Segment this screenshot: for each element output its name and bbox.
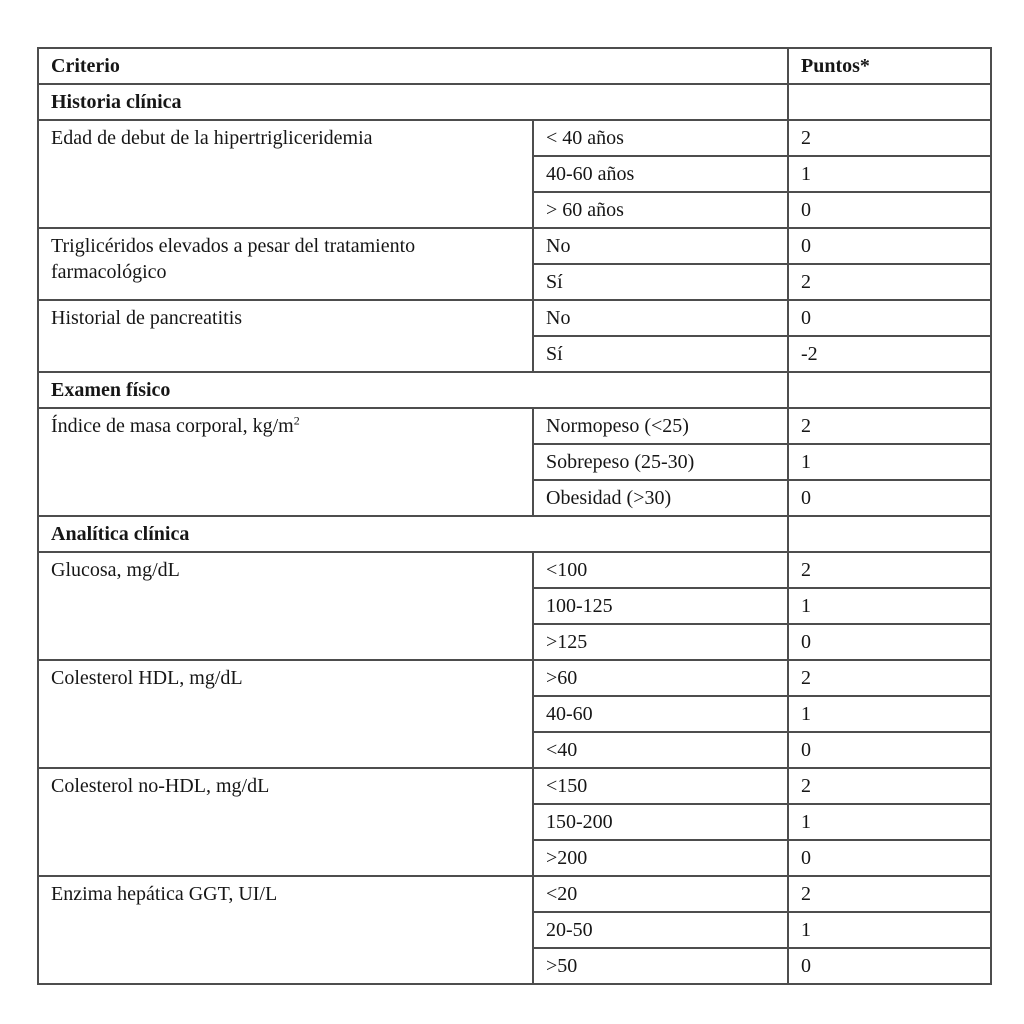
option-value: > 60 años xyxy=(533,192,788,228)
option-points: 2 xyxy=(788,552,991,588)
option-points: 0 xyxy=(788,192,991,228)
option-points: 1 xyxy=(788,156,991,192)
header-row xyxy=(38,48,991,84)
option-value: <150 xyxy=(533,768,788,804)
option-points: 0 xyxy=(788,732,991,768)
option-value: <40 xyxy=(533,732,788,768)
option-points: -2 xyxy=(788,336,991,372)
option-points: 0 xyxy=(788,840,991,876)
option-value: No xyxy=(533,300,788,336)
option-value: Obesidad (>30) xyxy=(533,480,788,516)
option-value: 100-125 xyxy=(533,588,788,624)
option-value: <20 xyxy=(533,876,788,912)
option-row xyxy=(38,228,991,264)
option-value: Normopeso (<25) xyxy=(533,408,788,444)
option-points: 2 xyxy=(788,876,991,912)
section-points-empty xyxy=(788,516,991,552)
option-value: Sobrepeso (25-30) xyxy=(533,444,788,480)
option-value: 40-60 años xyxy=(533,156,788,192)
criterion-label: Enzima hepática GGT, UI/L xyxy=(38,876,533,984)
option-points: 1 xyxy=(788,444,991,480)
criterion-label-superscript: 2 xyxy=(293,413,300,428)
criterion-label: Historial de pancreatitis xyxy=(38,300,533,372)
option-value: Sí xyxy=(533,336,788,372)
option-points: 1 xyxy=(788,804,991,840)
option-points: 0 xyxy=(788,480,991,516)
criterion-label: Índice de masa corporal, $kg/m^2$ xyxy=(38,408,533,516)
option-points: 0 xyxy=(788,624,991,660)
option-points: 0 xyxy=(788,228,991,264)
option-value: <100 xyxy=(533,552,788,588)
criterion-label: Colesterol HDL, mg/dL xyxy=(38,660,533,768)
option-value: >60 xyxy=(533,660,788,696)
section-title: Analítica clínica xyxy=(38,516,788,552)
option-value: >50 xyxy=(533,948,788,984)
option-points: 0 xyxy=(788,300,991,336)
criterion-label: Edad de debut de la hipertrigliceridemia xyxy=(38,120,533,228)
option-value: Sí xyxy=(533,264,788,300)
section-points-empty xyxy=(788,372,991,408)
section-title: Historia clínica xyxy=(38,84,788,120)
section-row xyxy=(38,372,991,408)
option-points: 2 xyxy=(788,768,991,804)
criterio-column-header: Criterio xyxy=(38,48,788,84)
option-value: No xyxy=(533,228,788,264)
section-row xyxy=(38,516,991,552)
option-value: 20-50 xyxy=(533,912,788,948)
criterion-label: Colesterol no-HDL, mg/dL xyxy=(38,768,533,876)
section-title: Examen físico xyxy=(38,372,788,408)
criterion-label: Glucosa, mg/dL xyxy=(38,552,533,660)
criterion-label: Triglicéridos elevados a pesar del tratamiento farmacológico xyxy=(38,228,533,300)
option-value: 150-200 xyxy=(533,804,788,840)
option-points: 1 xyxy=(788,696,991,732)
option-points: 2 xyxy=(788,660,991,696)
option-row xyxy=(38,120,991,156)
option-points: 1 xyxy=(788,588,991,624)
option-points: 2 xyxy=(788,264,991,300)
option-value: < 40 años xyxy=(533,120,788,156)
option-row xyxy=(38,300,991,336)
option-row xyxy=(38,552,991,588)
option-points: 2 xyxy=(788,120,991,156)
option-points: 1 xyxy=(788,912,991,948)
puntos-column-header: Puntos* xyxy=(788,48,991,84)
option-row xyxy=(38,408,991,444)
section-row xyxy=(38,84,991,120)
table-body xyxy=(38,84,991,984)
option-value: 40-60 xyxy=(533,696,788,732)
option-row xyxy=(38,660,991,696)
option-row xyxy=(38,876,991,912)
option-value: >125 xyxy=(533,624,788,660)
option-points: 2 xyxy=(788,408,991,444)
option-row xyxy=(38,768,991,804)
option-points: 0 xyxy=(788,948,991,984)
option-value: >200 xyxy=(533,840,788,876)
criteria-table xyxy=(37,47,992,985)
section-points-empty xyxy=(788,84,991,120)
